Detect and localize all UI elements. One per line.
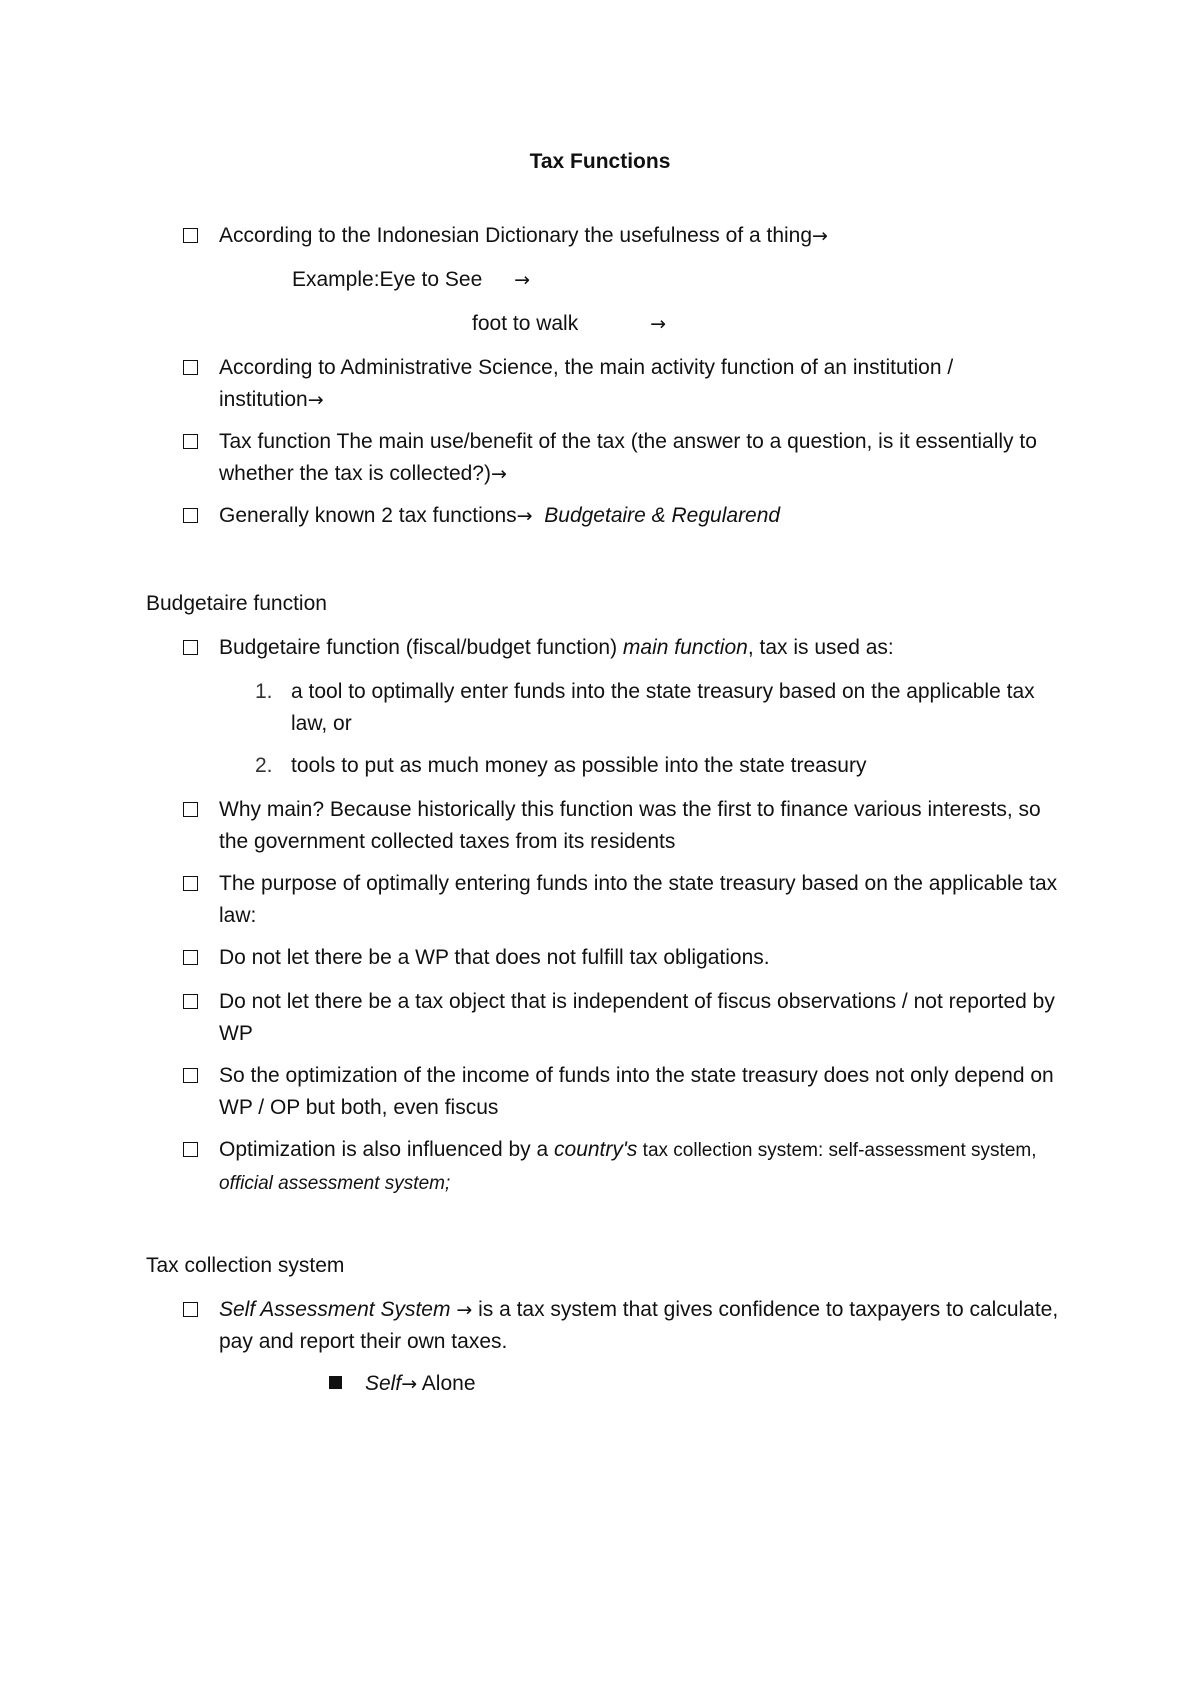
list-item — [183, 632, 1063, 664]
list-item — [183, 868, 1063, 932]
item-text: According to Administrative Science, the main activity function of an institution / institution — [219, 356, 954, 411]
sub-list-item — [329, 1368, 476, 1400]
item-text: tools to put as much money as possible into the state treasury — [291, 754, 867, 777]
item-text: So the optimization of the income of funds into the state treasury does not only depend on WP / OP but both, even fiscus — [219, 1064, 1054, 1119]
section-heading: Tax collection system — [146, 1254, 345, 1277]
checkbox-icon — [183, 876, 198, 891]
list-item — [183, 1134, 1063, 1200]
arrow-icon: → — [307, 389, 324, 411]
item-text: Do not let there be a WP that does not fulfill tax obligations. — [219, 946, 770, 969]
list-number: 2. — [255, 754, 273, 777]
arrow-icon: → — [490, 463, 507, 485]
list-item — [183, 1294, 1063, 1358]
item-text: a tool to optimally enter funds into the state treasury based on the applicable tax law, or — [291, 680, 1035, 735]
item-italic-text: country's — [554, 1138, 638, 1161]
checkbox-icon — [183, 950, 198, 965]
arrow-icon: → — [456, 1299, 473, 1321]
list-item — [183, 794, 1063, 858]
list-item — [183, 426, 1063, 490]
section-heading: Budgetaire function — [146, 592, 327, 615]
arrow-icon: → — [516, 505, 533, 527]
square-bullet-icon — [329, 1376, 342, 1389]
item-text: Do not let there be a tax object that is independent of fiscus observations / not reported by WP — [219, 990, 1055, 1045]
item-text: Optimization is also influenced by a — [219, 1138, 555, 1161]
item-text: , tax is used as: — [747, 636, 894, 659]
item-text: Alone — [417, 1372, 476, 1395]
list-item — [183, 500, 1063, 532]
item-italic-text: official assessment system; — [219, 1173, 451, 1194]
list-item — [183, 220, 1063, 252]
item-italic-text: main function — [622, 636, 748, 659]
list-item — [183, 352, 1063, 416]
list-item — [183, 942, 1063, 974]
arrow-icon: → — [812, 225, 828, 247]
page-title: Tax Functions — [529, 150, 671, 173]
checkbox-icon — [183, 1302, 198, 1317]
checkbox-icon — [183, 640, 198, 655]
checkbox-icon — [183, 508, 198, 523]
list-item — [183, 986, 1063, 1050]
list-number: 1. — [255, 680, 273, 703]
item-text: is a tax system that gives confidence to taxpayers to calculate, pay and report their own taxes. — [219, 1298, 1059, 1353]
arrow-icon: → — [401, 1373, 418, 1395]
checkbox-icon — [183, 1068, 198, 1083]
checkbox-icon — [183, 434, 198, 449]
numbered-item — [255, 750, 1075, 782]
arrow-icon: → — [514, 269, 531, 291]
example-line — [292, 264, 530, 296]
item-italic-text: Budgetaire & Regularend — [544, 504, 781, 527]
checkbox-icon — [183, 360, 198, 375]
item-text: Budgetaire function (fiscal/budget function) — [219, 636, 623, 659]
item-text: According to the Indonesian Dictionary the usefulness of a thing — [219, 224, 813, 247]
checkbox-icon — [183, 228, 198, 243]
item-text: Tax function The main use/benefit of the tax (the answer to a question, is it essentially to whether the tax is collected?) — [219, 430, 1037, 485]
example-line — [472, 308, 666, 340]
example-text: foot to walk — [472, 312, 579, 335]
list-item — [183, 1060, 1063, 1124]
item-italic-text: Self — [365, 1372, 402, 1395]
item-text: Why main? Because historically this function was the first to finance various interests, so the government collected taxes from its residents — [219, 798, 1041, 853]
numbered-item — [255, 676, 1075, 740]
arrow-icon: → — [650, 313, 666, 335]
item-text: Generally known 2 tax functions — [219, 504, 517, 527]
item-text: The purpose of optimally entering funds into the state treasury based on the applicable tax law: — [219, 872, 1058, 927]
example-text: Example:Eye to See — [292, 268, 483, 291]
checkbox-icon — [183, 994, 198, 1009]
checkbox-icon — [183, 1142, 198, 1157]
checkbox-icon — [183, 802, 198, 817]
item-italic-text: Self Assessment System — [219, 1298, 451, 1321]
item-text: tax collection system: self-assessment system, — [637, 1140, 1037, 1161]
